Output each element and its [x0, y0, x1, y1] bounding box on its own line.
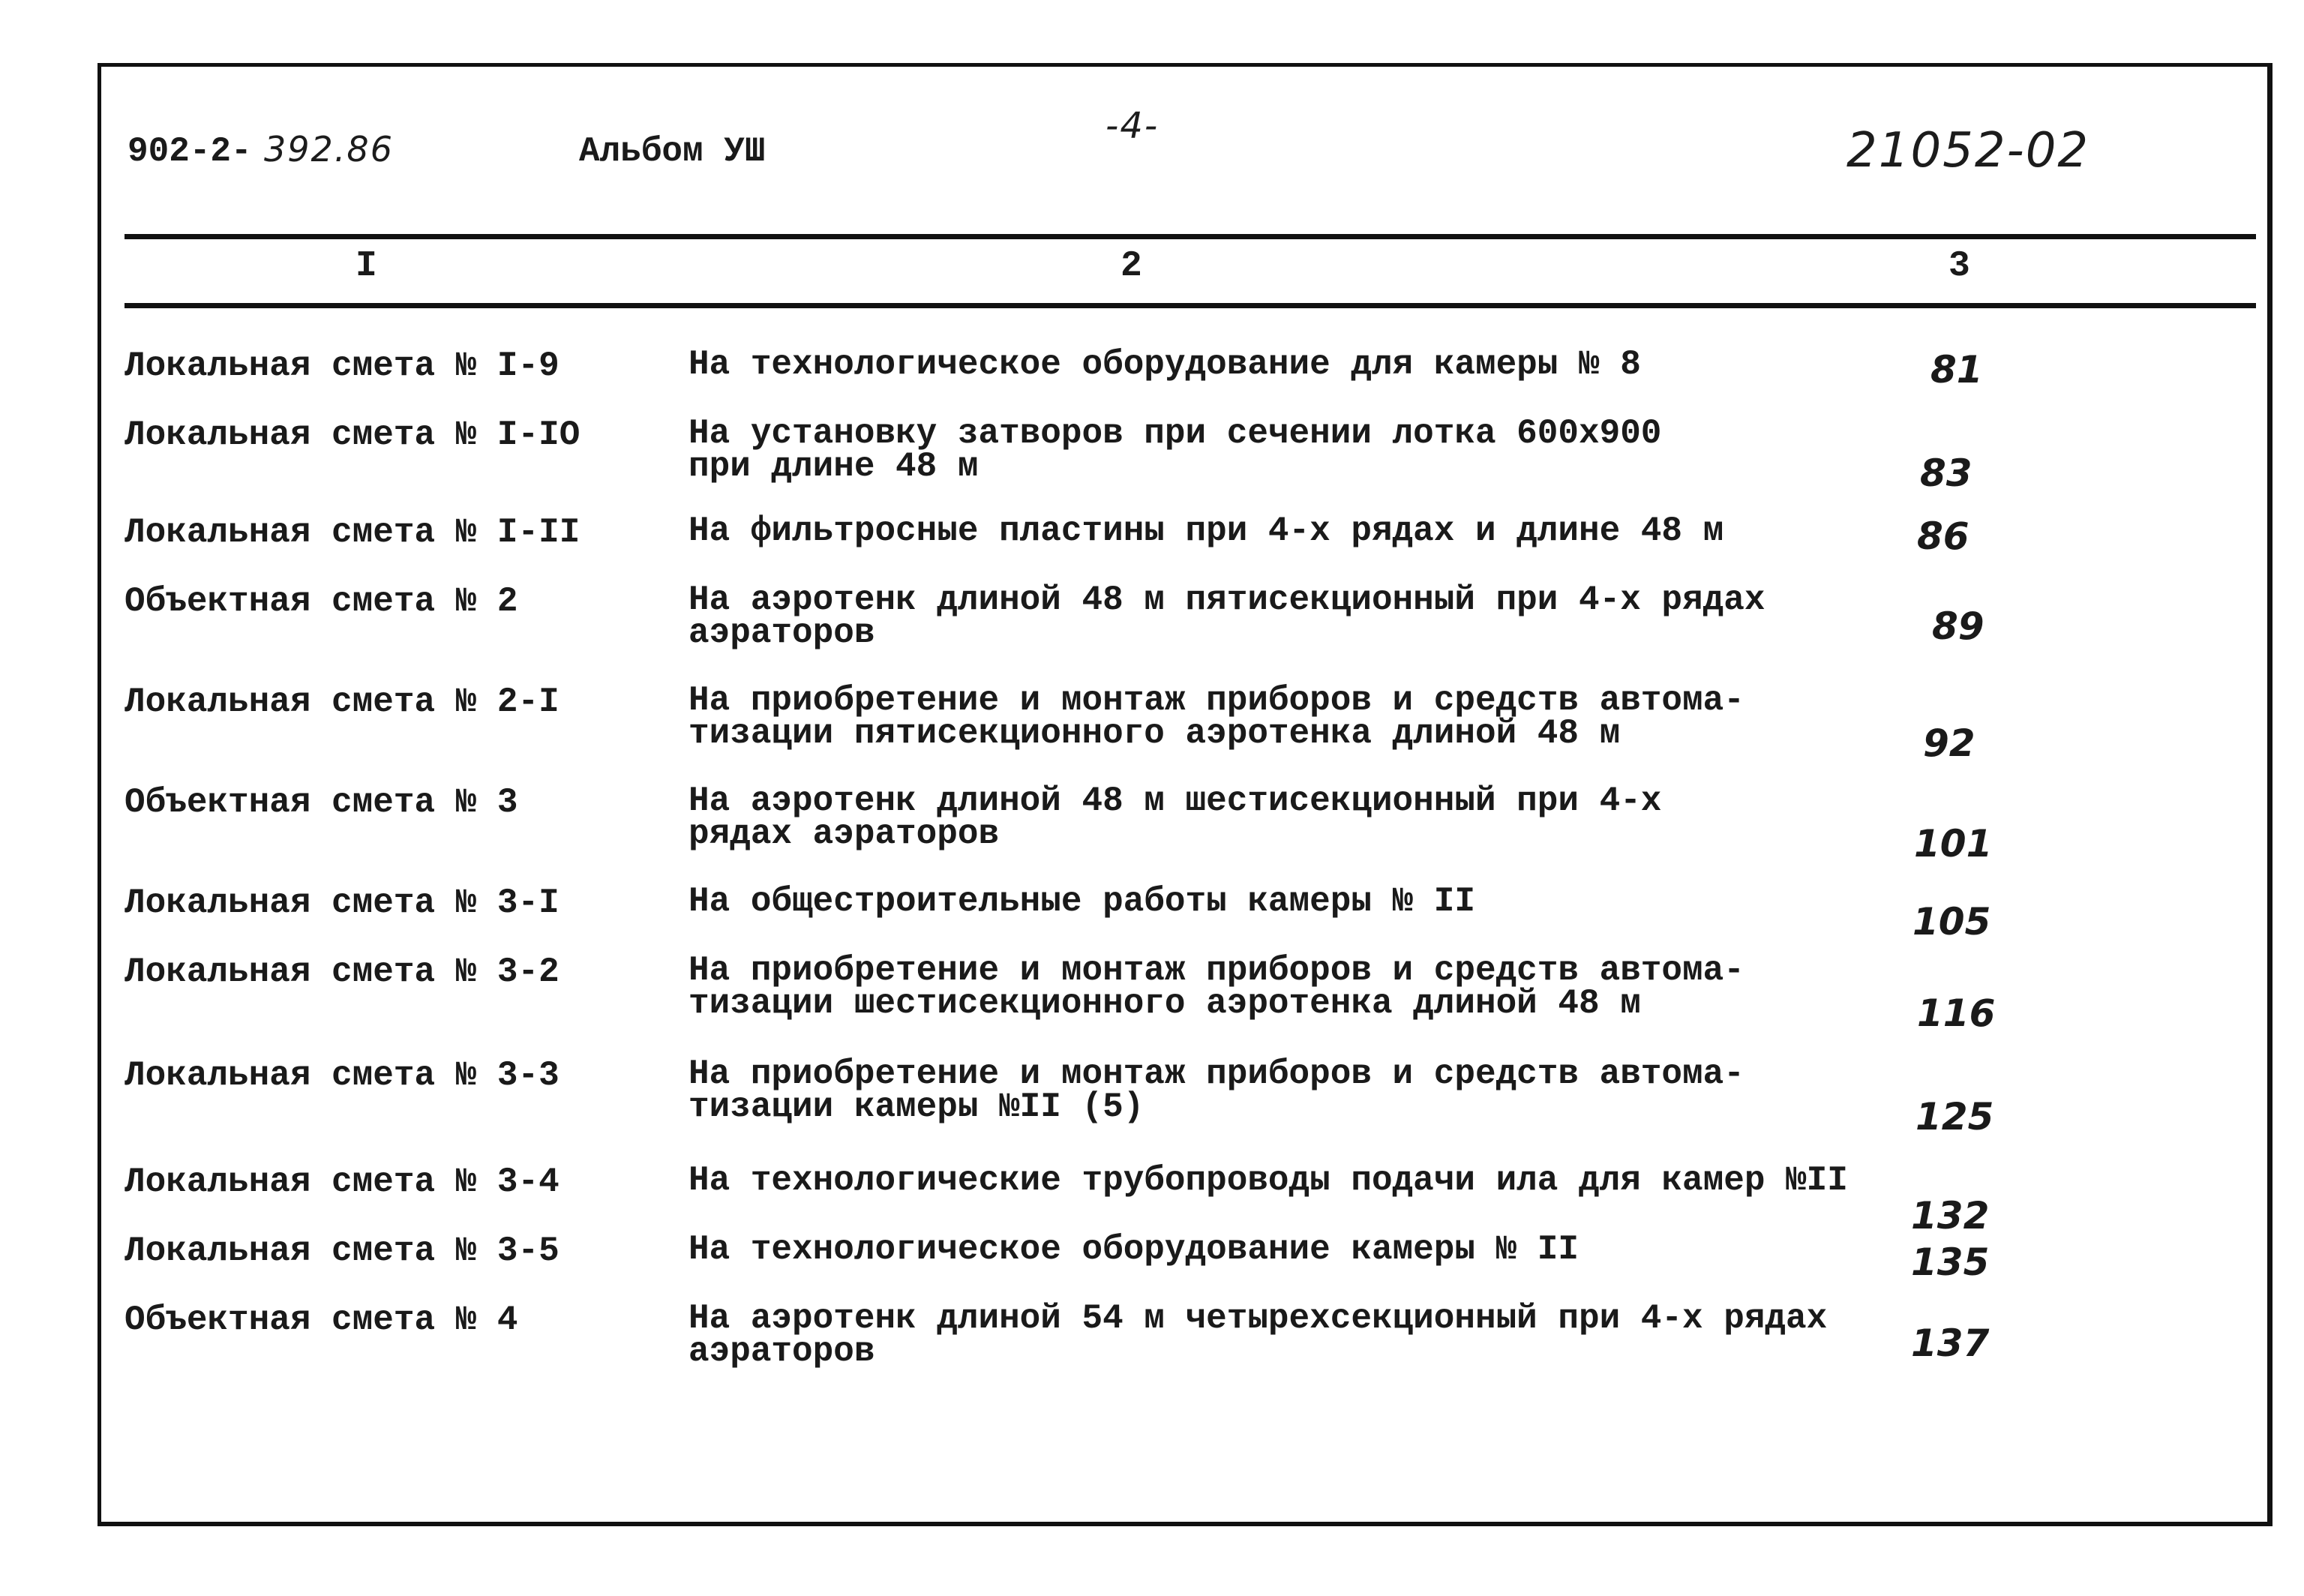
estimate-description: На аэротенк длиной 48 м пятисекционный при 4-х рядах аэраторов [688, 580, 1766, 652]
estimate-description: На технологическое оборудование для камеры № 8 [688, 345, 1641, 384]
estimate-name: Объектная смета № 4 [124, 1300, 518, 1340]
page-reference: 132 [1911, 1194, 1990, 1238]
page-reference: 101 [1914, 822, 1993, 866]
estimate-name: Локальная смета № I-9 [124, 346, 560, 386]
estimate-name: Локальная смета № 3-3 [124, 1056, 560, 1095]
page-reference: 137 [1911, 1322, 1990, 1365]
album-label: Альбом УШ [579, 132, 766, 171]
estimate-name: Локальная смета № 3-5 [124, 1232, 560, 1270]
estimate-name: Локальная смета № 3-I [124, 884, 560, 922]
estimate-name: Локальная смета № 3-4 [124, 1162, 560, 1202]
table-top-rule [124, 234, 2256, 239]
page-number: -4- [1106, 105, 1160, 147]
document-number-handwritten: 392.86 [264, 129, 394, 170]
column-header-3: 3 [1948, 246, 1970, 286]
page-reference: 89 [1932, 604, 1984, 648]
estimate-name: Объектная смета № 3 [124, 783, 518, 822]
estimate-description: На фильтросные пластины при 4-х рядах и длине 48 м [688, 512, 1724, 550]
document-number-prefix: 902-2- [128, 132, 252, 171]
document-code: 21052-02 [1846, 123, 2090, 178]
estimate-description: На приобретение и монтаж приборов и средств автома- тизации пятисекционного аэротенка длиной 48 м [688, 681, 1744, 753]
estimate-description: На общестроительные работы камеры № II [688, 882, 1475, 921]
page-reference: 92 [1923, 722, 1976, 765]
estimate-name: Локальная смета № 2-I [124, 682, 560, 722]
estimate-description: На аэротенк длиной 48 м шестисекционный при 4-х рядах аэраторов [688, 782, 1662, 854]
estimate-description: На приобретение и монтаж приборов и средств автома- тизации шестисекционного аэротенка длиной 48 м [688, 951, 1744, 1023]
page-reference: 83 [1920, 452, 1972, 495]
page-reference: 125 [1916, 1095, 1994, 1138]
estimate-name: Локальная смета № I-IO [124, 416, 580, 454]
estimate-name: Объектная смета № 2 [124, 582, 518, 621]
page-reference: 135 [1911, 1240, 1990, 1284]
column-header-2: 2 [1120, 246, 1142, 286]
page-reference: 105 [1912, 900, 1991, 944]
column-header-1: I [356, 246, 377, 286]
page-reference: 86 [1917, 514, 1970, 558]
estimate-name: Локальная смета № I-II [124, 513, 580, 552]
page-reference: 116 [1917, 992, 1996, 1035]
page-reference: 81 [1930, 348, 1983, 392]
table-header-rule [124, 303, 2256, 308]
estimate-name: Локальная смета № 3-2 [124, 952, 560, 992]
estimate-description: На технологические трубопроводы подачи ила для камер №II [688, 1161, 1848, 1200]
estimate-description: На аэротенк длиной 54 м четырехсекционный при 4-х рядах аэраторов [688, 1299, 1828, 1371]
estimate-description: На установку затворов при сечении лотка 600x900 при длине 48 м [688, 414, 1662, 486]
estimate-description: На приобретение и монтаж приборов и средств автома- тизации камеры №II (5) [688, 1054, 1744, 1126]
estimate-description: На технологическое оборудование камеры № II [688, 1230, 1579, 1269]
